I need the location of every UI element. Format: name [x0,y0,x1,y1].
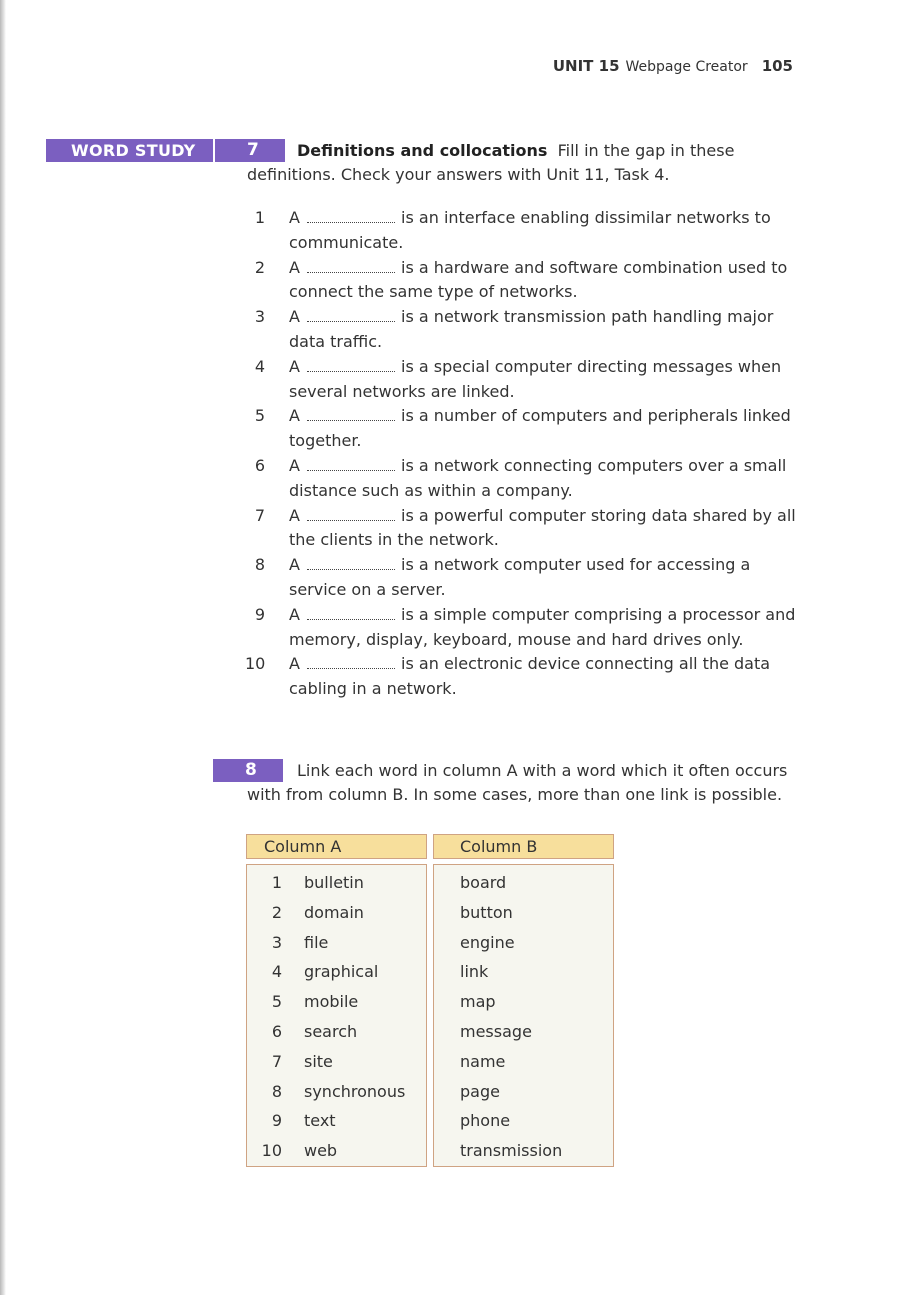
unit-label: UNIT 15 [552,57,620,75]
column-b-row [434,957,613,987]
definition-number: 6 [254,455,265,475]
column-a-row [247,1077,426,1107]
definition-text: is a powerful computer storing data shared by all the clients in the network. [289,505,796,550]
definition-text: is an interface enabling dissimilar networks to communicate. [289,208,771,252]
column-a-row [247,1106,426,1136]
column-a-word: mobile [304,992,359,1012]
column-a-number: 5 [271,992,282,1012]
definition-item [245,355,805,405]
definition-article: A [289,505,300,525]
definition-number: 5 [254,406,265,426]
task-8-instruction [247,759,807,807]
column-b-word: board [460,873,507,892]
column-b-word: message [460,1021,532,1041]
definition-text: is a special computer directing messages when several networks are linked. [289,356,782,401]
column-a-word: site [304,1051,333,1071]
column-a-row [247,928,426,958]
running-header [553,57,793,75]
column-b-word: map [460,992,496,1012]
column-b-word: name [460,1051,506,1071]
column-a-number: 6 [271,1021,282,1041]
column-b-word: button [460,902,513,922]
definition-number: 4 [254,356,265,376]
column-b-row [434,1077,613,1107]
definition-text: is a network transmission path handling major data traffic. [289,307,774,351]
definition-article: A [289,257,300,277]
definition-article: A [289,604,300,624]
column-a-word: domain [304,902,364,922]
definition-article: A [289,208,300,227]
definition-article: A [289,406,300,426]
answer-blank[interactable] [307,307,395,322]
column-b-word: transmission [460,1141,563,1161]
section-title: Webpage Creator [625,59,748,75]
answer-blank[interactable] [307,208,395,223]
definition-item [245,256,805,306]
task-8-number: 8 [213,759,283,782]
definition-item [245,206,805,256]
column-b-row [434,928,613,958]
definition-number: 10 [245,654,266,674]
definition-text: is an electronic device connecting all the data cabling in a network. [289,654,771,699]
column-b-word: phone [460,1111,511,1131]
answer-blank[interactable] [307,258,395,273]
column-a-row [247,868,426,898]
column-a-number: 4 [271,962,282,982]
column-a-row [247,987,426,1017]
definition-article: A [289,555,300,575]
column-b-row [434,1017,613,1047]
column-a-word: web [304,1141,338,1161]
column-a-row [247,1047,426,1077]
definition-item [245,504,805,554]
column-a-word: bulletin [304,873,364,892]
column-b-row [434,868,613,898]
answer-blank[interactable] [307,506,395,521]
column-a-word: search [304,1021,358,1041]
column-a-word: synchronous [304,1081,406,1101]
task-7-title: Definitions and collocations [297,141,548,160]
definition-text: is a hardware and software combination used to connect the same type of networks. [289,257,788,302]
word-study-tab: WORD STUDY [46,139,213,162]
definition-item [245,404,805,454]
column-a-list [246,864,427,1167]
column-a-word: text [304,1111,336,1131]
column-a-row [247,898,426,928]
definition-number: 3 [254,307,265,327]
definition-text: is a number of computers and peripherals linked together. [289,406,791,451]
column-a-number: 2 [271,902,282,922]
definition-item [245,305,805,355]
definition-article: A [289,356,300,376]
definition-article: A [289,455,300,475]
column-a-number: 9 [271,1111,282,1131]
definition-article: A [289,307,300,327]
column-b-word: page [460,1081,500,1101]
column-a-word: file [304,932,329,952]
definition-text: is a simple computer comprising a processor and memory, display, keyboard, mouse and hard drives only. [289,604,796,649]
answer-blank[interactable] [307,605,395,620]
column-b-header: Column B [433,834,614,859]
definition-number: 2 [254,257,265,277]
column-a-number: 1 [271,873,282,892]
answer-blank[interactable] [307,406,395,421]
definition-number: 9 [254,604,265,624]
column-a-header: Column A [246,834,427,859]
page-spine-shadow [0,0,6,1295]
task-7-instruction-text: Fill in the gap in these definitions. Check your answers with Unit 11, Task 4. [247,141,735,184]
definition-article: A [289,654,300,674]
answer-blank[interactable] [307,555,395,570]
task-7-instruction [247,139,807,187]
definition-text: is a network connecting computers over a small distance such as within a company. [289,455,787,500]
definition-number: 7 [254,505,265,525]
definition-text: is a network computer used for accessing a service on a server. [289,555,751,599]
definitions-list [245,206,805,702]
column-b-list [433,864,614,1167]
answer-blank[interactable] [307,357,395,372]
column-b-row [434,898,613,928]
answer-blank[interactable] [307,456,395,471]
column-a-row [247,1136,426,1166]
definition-item [245,553,805,603]
column-a-number: 8 [271,1081,282,1101]
column-a-number: 3 [271,932,282,952]
column-a-word: graphical [304,962,379,982]
column-b-word: engine [460,932,515,952]
column-a-row [247,1017,426,1047]
column-a-number: 7 [271,1051,282,1071]
column-b-row [434,1106,613,1136]
column-b-row [434,1136,613,1166]
column-b-row [434,987,613,1017]
definition-item [245,454,805,504]
column-b-word: link [460,962,489,982]
task-8-instruction-text: Link each word in column A with a word which it often occurs with from column B. In some cases, more than one link is possible. [247,761,788,804]
column-a-row [247,957,426,987]
definition-number: 1 [254,208,265,227]
column-a-number: 10 [261,1141,282,1161]
definition-item [245,603,805,653]
page-number: 105 [761,57,793,75]
definition-item [245,652,805,702]
definition-number: 8 [254,555,265,575]
task-7-number: 7 [215,139,285,162]
answer-blank[interactable] [307,654,395,669]
column-b-row [434,1047,613,1077]
